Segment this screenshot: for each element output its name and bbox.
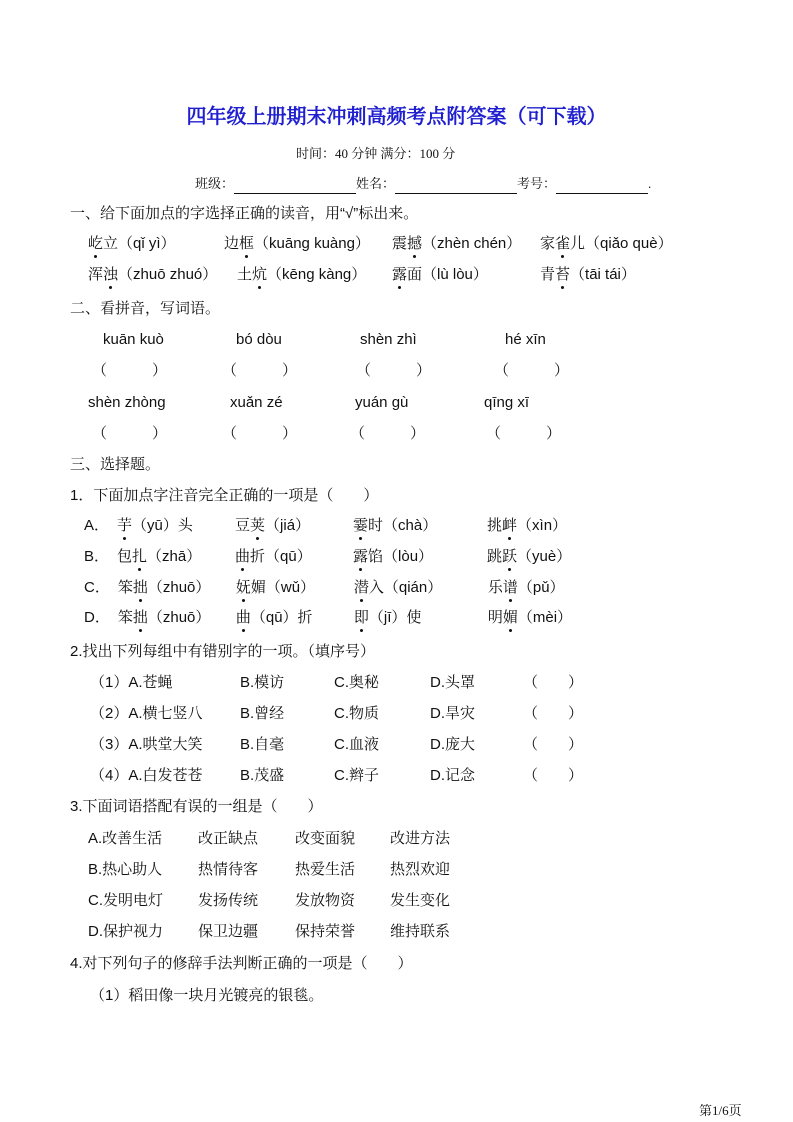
option-item: 热爱生活 bbox=[295, 861, 356, 878]
option-item: 曲折（qū） bbox=[235, 548, 312, 565]
option-row bbox=[88, 829, 458, 849]
emphasis-dot-char: 露 bbox=[392, 266, 408, 283]
emphasis-dot-char: 拙 bbox=[132, 609, 148, 626]
emphasis-dot-char: 曲 bbox=[235, 609, 251, 626]
pinyin-choice-item: 震撼（zhèn chén） bbox=[392, 235, 522, 252]
option-item: D.庞大 bbox=[430, 736, 476, 753]
option-item: 发放物资 bbox=[295, 892, 356, 909]
option-item: 曲（qū）折 bbox=[235, 609, 313, 626]
pinyin-choice-item: 边框（kuāng kuàng） bbox=[224, 235, 370, 252]
question-4: 4.对下列句子的修辞手法判断正确的一项是（ ） bbox=[70, 955, 413, 972]
section-2-heading: 二、看拼音，写词语。 bbox=[70, 300, 221, 317]
option-item: 发扬传统 bbox=[198, 892, 259, 909]
question-2: 2.找出下列每组中有错别字的一项。（填序号） bbox=[70, 643, 376, 660]
pinyin-choice-row bbox=[88, 265, 644, 285]
fill-in-blank[interactable] bbox=[556, 179, 648, 194]
option-item: 明媚（mèi） bbox=[487, 609, 573, 626]
emphasis-dot-char: 炕 bbox=[252, 266, 268, 283]
emphasis-dot-char: 曲 bbox=[235, 548, 251, 565]
pinyin-choice-row bbox=[88, 234, 681, 254]
emphasis-dot-char: 框 bbox=[239, 235, 255, 252]
option-item: （4）A.白发苍苍 bbox=[90, 767, 203, 784]
emphasis-dot-char: 妩 bbox=[235, 579, 251, 596]
option-row bbox=[84, 516, 575, 536]
option-row bbox=[90, 735, 591, 755]
option-item: 保持荣誉 bbox=[295, 923, 356, 940]
student-info-line: 班级： 姓名： 考号： . bbox=[195, 174, 651, 194]
answer-blank[interactable]: （ ） bbox=[350, 425, 426, 442]
option-item: D.头罩 bbox=[430, 674, 476, 691]
answer-blank[interactable]: （ ） bbox=[523, 736, 584, 753]
option-item: 露馅（lòu） bbox=[353, 548, 434, 565]
option-item: （1）A.苍蝇 bbox=[90, 674, 173, 691]
pinyin-prompt: shèn zhòng bbox=[88, 394, 166, 411]
pinyin-prompt: kuān kuò bbox=[103, 331, 164, 348]
option-item: B.热心助人 bbox=[88, 861, 163, 878]
option-row bbox=[90, 766, 591, 786]
option-label: D． bbox=[84, 609, 110, 626]
emphasis-dot-char: 媚 bbox=[502, 609, 518, 626]
emphasis-dot-char: 谱 bbox=[502, 579, 518, 596]
option-item: 跳跃（yuè） bbox=[487, 548, 572, 565]
emphasis-dot-char: 即 bbox=[353, 609, 369, 626]
option-item: 霎时（chà） bbox=[353, 517, 438, 534]
answer-blank[interactable]: （ ） bbox=[92, 425, 168, 442]
option-item: （3）A.哄堂大笑 bbox=[90, 736, 203, 753]
option-item: 即（jī）使 bbox=[353, 609, 422, 626]
option-row bbox=[88, 891, 458, 911]
option-item: B.曾经 bbox=[240, 705, 285, 722]
option-row bbox=[90, 704, 591, 724]
option-item: D.保护视力 bbox=[88, 923, 164, 940]
option-item: 潜入（qián） bbox=[353, 579, 443, 596]
emphasis-dot-char: 潜 bbox=[353, 579, 369, 596]
emphasis-dot-char: 浊 bbox=[103, 266, 119, 283]
option-row bbox=[88, 860, 458, 880]
emphasis-dot-char: 芋 bbox=[117, 517, 133, 534]
pinyin-choice-item: 屹立（qǐ yì） bbox=[88, 235, 176, 252]
answer-blank[interactable]: （ ） bbox=[523, 767, 584, 784]
answer-blank[interactable]: （ ） bbox=[494, 362, 570, 379]
option-item: 乐谱（pǔ） bbox=[487, 579, 565, 596]
option-item: 热烈欢迎 bbox=[390, 861, 451, 878]
name-label: 姓名： bbox=[356, 176, 396, 191]
option-item: 改正缺点 bbox=[198, 830, 259, 847]
answer-blank[interactable]: （ ） bbox=[92, 362, 168, 379]
option-row bbox=[90, 673, 591, 693]
option-row bbox=[84, 608, 580, 628]
emphasis-dot-char: 霎 bbox=[353, 517, 369, 534]
option-row bbox=[84, 578, 573, 598]
pinyin-prompt: qīng xī bbox=[484, 394, 530, 411]
pinyin-choice-item: 土炕（kēng kàng） bbox=[237, 266, 367, 283]
question-4-item-1: （1）稻田像一块月光镀亮的银毯。 bbox=[90, 987, 324, 1004]
option-item: 妩媚（wǔ） bbox=[235, 579, 316, 596]
exam-time-score: 时间：40 分钟 满分：100 分 bbox=[296, 146, 456, 161]
emphasis-dot-char: 屹 bbox=[88, 235, 104, 252]
option-item: 维持联系 bbox=[390, 923, 451, 940]
pinyin-choice-item: 家雀儿（qiǎo què） bbox=[540, 235, 673, 252]
pinyin-prompt: yuán gù bbox=[355, 394, 409, 411]
option-item: C.发明电灯 bbox=[88, 892, 164, 909]
option-item: B.模访 bbox=[240, 674, 285, 691]
option-item: 芋（yū）头 bbox=[117, 517, 193, 534]
option-label: B． bbox=[84, 548, 110, 565]
option-item: 保卫边疆 bbox=[198, 923, 259, 940]
option-item: C.血液 bbox=[334, 736, 380, 753]
emphasis-dot-char: 扎 bbox=[132, 548, 148, 565]
answer-blank[interactable]: （ ） bbox=[222, 425, 298, 442]
option-label: C． bbox=[84, 579, 110, 596]
fill-in-blank[interactable] bbox=[395, 179, 517, 194]
answer-blank[interactable]: （ ） bbox=[486, 425, 562, 442]
option-item: 笨拙（zhuō） bbox=[117, 609, 211, 626]
option-item: 笨拙（zhuō） bbox=[117, 579, 211, 596]
emphasis-dot-char: 跃 bbox=[502, 548, 518, 565]
pinyin-choice-item: 露面（lù lòu） bbox=[392, 266, 488, 283]
class-label: 班级： bbox=[195, 176, 235, 191]
option-row bbox=[88, 922, 458, 942]
emphasis-dot-char: 苔 bbox=[555, 266, 571, 283]
emphasis-dot-char: 拙 bbox=[132, 579, 148, 596]
emphasis-dot-char: 衅 bbox=[502, 517, 518, 534]
option-item: 包扎（zhā） bbox=[117, 548, 202, 565]
question-1: 1．下面加点字注音完全正确的一项是（ ） bbox=[70, 487, 379, 504]
emphasis-dot-char: 撼 bbox=[407, 235, 423, 252]
question-3: 3.下面词语搭配有误的一组是（ ） bbox=[70, 798, 323, 815]
pinyin-choice-item: 青苔（tāi tái） bbox=[540, 266, 636, 283]
pinyin-prompt: hé xīn bbox=[505, 331, 546, 348]
answer-blank[interactable]: （ ） bbox=[523, 705, 584, 722]
fill-in-blank[interactable] bbox=[234, 179, 356, 194]
answer-blank[interactable]: （ ） bbox=[222, 362, 298, 379]
option-item: 改进方法 bbox=[390, 830, 451, 847]
option-item: 豆荚（jiá） bbox=[235, 517, 311, 534]
pinyin-prompt: bó dòu bbox=[236, 331, 282, 348]
option-item: B.茂盛 bbox=[240, 767, 285, 784]
option-item: D.旱灾 bbox=[430, 705, 476, 722]
option-item: C.辫子 bbox=[334, 767, 380, 784]
emphasis-dot-char: 露 bbox=[353, 548, 369, 565]
pinyin-prompt: xuǎn zé bbox=[230, 394, 283, 411]
option-item: 改变面貌 bbox=[295, 830, 356, 847]
section-3-heading: 三、选择题。 bbox=[70, 456, 161, 473]
option-item: A.改善生活 bbox=[88, 830, 163, 847]
id-label: 考号： bbox=[517, 176, 557, 191]
option-label: A． bbox=[84, 517, 110, 534]
emphasis-dot-char: 荚 bbox=[250, 517, 266, 534]
answer-blank[interactable]: （ ） bbox=[523, 674, 584, 691]
pinyin-prompt: shèn zhì bbox=[360, 331, 417, 348]
option-item: D.记念 bbox=[430, 767, 476, 784]
answer-blank[interactable]: （ ） bbox=[356, 362, 432, 379]
option-item: 挑衅（xìn） bbox=[487, 517, 568, 534]
page-title: 四年级上册期末冲刺高频考点附答案（可下载） bbox=[186, 106, 607, 128]
option-item: C.奥秘 bbox=[334, 674, 380, 691]
page-number: 第1/6页 bbox=[699, 1103, 742, 1118]
option-item: （2）A.横七竖八 bbox=[90, 705, 203, 722]
option-item: B.自毫 bbox=[240, 736, 285, 753]
emphasis-dot-char: 雀 bbox=[555, 235, 571, 252]
option-row bbox=[84, 547, 579, 567]
section-1-heading: 一、给下面加点的字选择正确的读音，用“√”标出来。 bbox=[70, 205, 419, 222]
pinyin-choice-item: 浑浊（zhuō zhuó） bbox=[88, 266, 218, 283]
option-item: 发生变化 bbox=[390, 892, 451, 909]
option-item: 热情待客 bbox=[198, 861, 259, 878]
option-item: C.物质 bbox=[334, 705, 380, 722]
